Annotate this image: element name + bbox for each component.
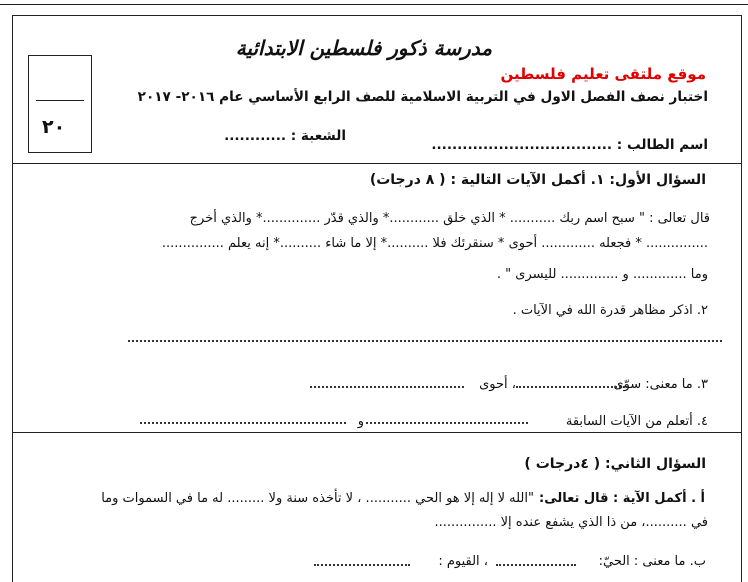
q1-heading: السؤال الأول: ١. أكمل الآيات التالية : ( ٨ درجات) bbox=[369, 172, 706, 188]
q1-item-3-answer-1 bbox=[516, 386, 628, 388]
q2-a-line-2: في ..........، من ذا الذي يشفع عنده إلا ............... bbox=[434, 515, 708, 530]
school-name: مدرسة ذكور فلسطين الابتدائية bbox=[235, 36, 492, 60]
q2-b-mid: ، القيوم : bbox=[438, 554, 488, 569]
q2-b-answer-1 bbox=[496, 564, 576, 566]
q1-item-2-answer-line bbox=[128, 340, 722, 342]
score-line bbox=[36, 100, 84, 101]
q1-item-4-mid: و bbox=[357, 414, 364, 429]
q1-line-1: قال تعالى : " سبح اسم ربك ........... * الذي خلق ............* والذي قدّر ..............* والذي أخرج bbox=[189, 211, 710, 226]
q1-item-4-prefix: ٤. أتعلم من الآيات السابقة bbox=[565, 414, 708, 429]
section-divider bbox=[12, 432, 742, 433]
score-box bbox=[28, 55, 92, 153]
header-divider bbox=[12, 163, 742, 164]
q2-a-label: أ . أكمل الآية : قال تعالى: bbox=[539, 491, 705, 506]
q2-b-answer-2 bbox=[314, 564, 410, 566]
q1-item-2: ٢. اذكر مظاهر قدرة الله في الآيات . bbox=[512, 303, 708, 318]
q1-item-3-mid: ، أحوى bbox=[479, 377, 516, 392]
q2-heading: السؤال الثاني: ( ٤درجات ) bbox=[524, 456, 706, 472]
q1-line-3: وما ............. و .............. لليسرى " . bbox=[496, 267, 708, 282]
top-edge bbox=[0, 4, 748, 5]
q2-b-prefix: ب. ما معنى : الحيّ: bbox=[598, 554, 706, 569]
q1-item-3-prefix: ٣. ما معنى: سوّى bbox=[613, 377, 708, 392]
q1-line-2: ............... * فجعله ............. أحوى * سنقرئك فلا ..........* إلا ما شاء ..........* إنه يعلم ............... bbox=[161, 236, 708, 251]
site-name: موقع ملتقى تعليم فلسطين bbox=[500, 65, 706, 83]
exam-title: اختبار نصف الفصل الاول في التربية الاسلامية للصف الرابع الأساسي عام ٢٠١٦- ٢٠١٧ bbox=[137, 89, 708, 105]
q1-item-3-answer-2 bbox=[310, 386, 464, 388]
section-label: الشعبة : ............ bbox=[224, 128, 346, 144]
student-name-label: اسم الطالب : ................................... bbox=[431, 137, 708, 153]
q1-item-4-answer-1 bbox=[366, 422, 528, 424]
q1-item-4-answer-2 bbox=[140, 422, 346, 424]
score-total: ٢٠ bbox=[42, 116, 66, 138]
q2-a-line-1: "الله لا إله إلا هو الحي ........... ، لا تأخذه سنة ولا ......... له ما في السموات وما bbox=[101, 491, 534, 506]
